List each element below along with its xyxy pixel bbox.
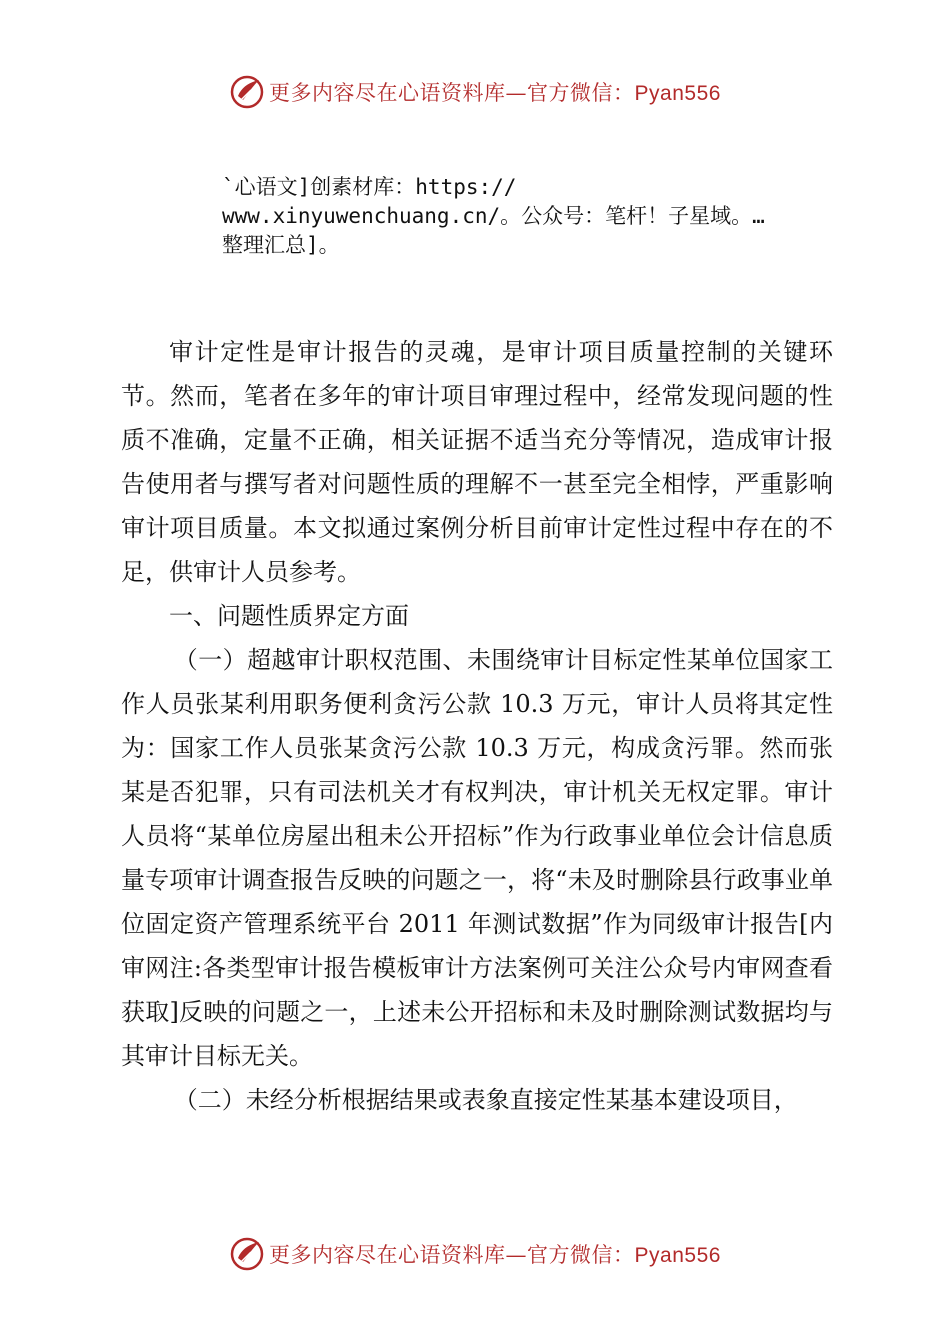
footer-banner	[0, 1234, 950, 1274]
paragraph-subsection-2: （二）未经分析根据结果或表象直接定性某基本建设项目，	[173, 1086, 798, 1114]
banner-text: 更多内容尽在心语资料库—官方微信：Pyan556	[269, 1243, 721, 1267]
source-note-line-2: www.xinyuwenchuang.cn/。公众号：笔杆！子星域。…	[222, 204, 765, 228]
source-note	[222, 173, 862, 260]
banner-text: 更多内容尽在心语资料库—官方微信：Pyan556	[269, 81, 721, 105]
source-note-line-3: 整理汇总]。	[222, 233, 340, 257]
wechat-id: Pyan556	[634, 82, 721, 105]
header-banner	[0, 72, 950, 112]
article-body	[121, 330, 833, 1122]
logo-icon	[229, 74, 265, 110]
source-note-line-1: `心语文]创素材库：https://	[222, 175, 517, 199]
paragraph-intro: 审计定性是审计报告的灵魂，是审计项目质量控制的关键环节。然而，笔者在多年的审计项目审理过程中，经常发现问题的性质不准确，定量不正确，相关证据不适当充分等情况，造成审计报告使用者与撰写者对问题性质的理解不一甚至完全相悖，严重影响审计项目质量。本文拟通过案例分析目前审计定性过程中存在的不足，供审计人员参考。	[121, 338, 833, 586]
logo-icon	[229, 1236, 265, 1272]
wechat-id: Pyan556	[634, 1244, 721, 1267]
paragraph-subsection-1: （一）超越审计职权范围、未围绕审计目标定性某单位国家工作人员张某利用职务便利贪污公款 10.3 万元，审计人员将其定性为：国家工作人员张某贪污公款 10.3 万元，构成贪污罪。然而张某是否犯罪，只有司法机关才有权判决，审计机关无权定罪。审计人员将“某单位房屋出租未公开招标”作为行政事业单位会计信息质量专项审计调查报告反映的问题之一，将“未及时删除县行政事业单位固定资产管理系统平台 2011 年测试数据”作为同级审计报告[内审网注:各类型审计报告模板审计方法案例可关注公众号内审网查看获取]反映的问题之一，上述未公开招标和未及时删除测试数据均与其审计目标无关。	[121, 646, 833, 1070]
section-heading: 一、问题性质界定方面	[169, 602, 409, 630]
